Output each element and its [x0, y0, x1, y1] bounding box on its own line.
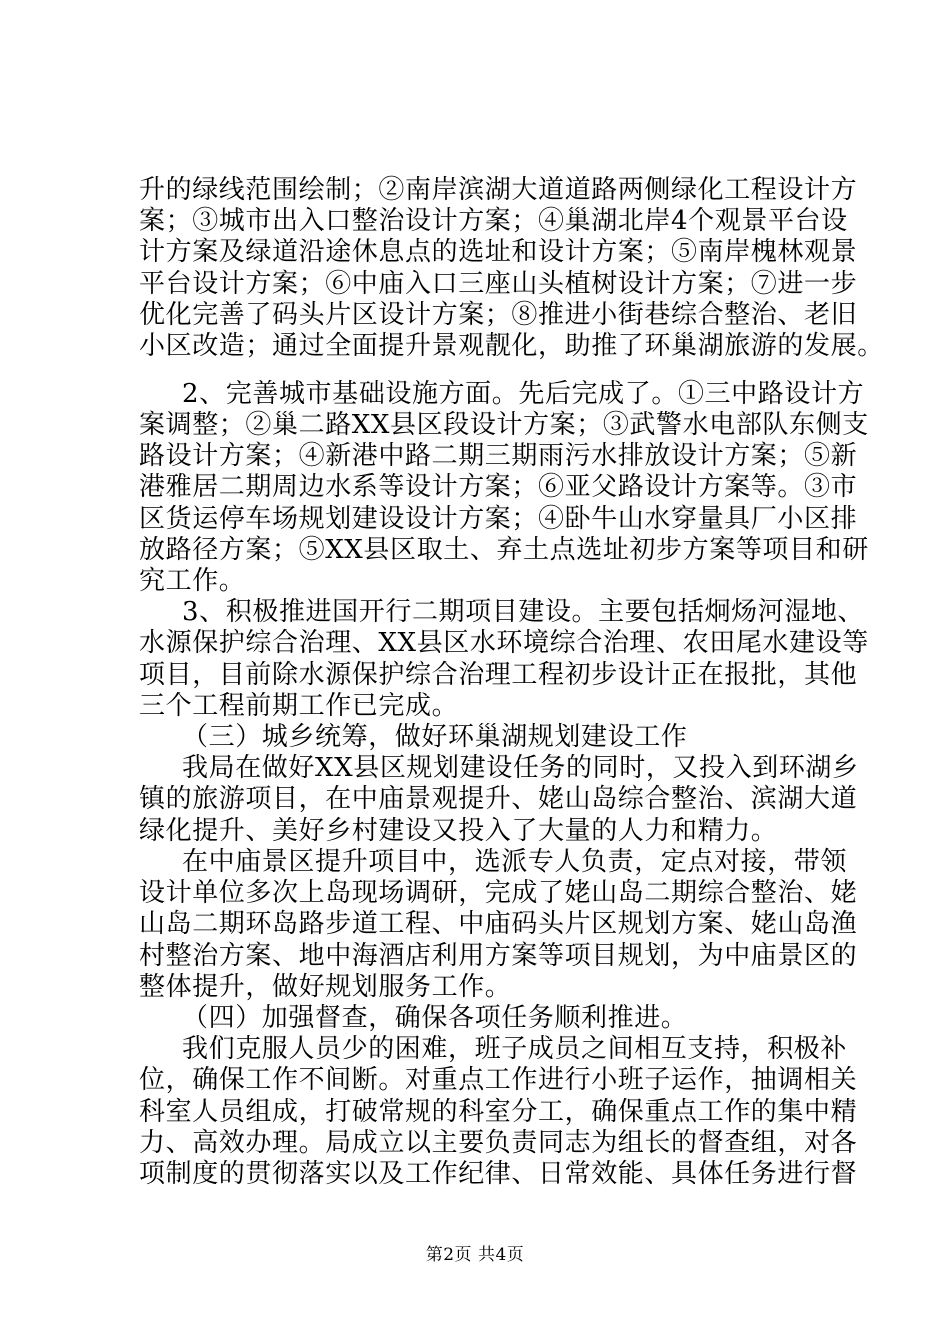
text-line: 村整治方案、地中海酒店利用方案等项目规划，为中庙景区的	[139, 940, 858, 971]
text-line: 路设计方案；④新港中路二期三期雨污水排放设计方案；⑤新	[139, 441, 858, 472]
text-line: 我局在做好XX县区规划建设任务的同时，又投入到环湖乡	[182, 753, 859, 784]
text-line: 在中庙景区提升项目中，选派专人负责，定点对接，带领	[182, 846, 848, 877]
text-line: 案；③城市出入口整治设计方案；④巢湖北岸4个观景平台设	[139, 206, 848, 237]
text-line: 镇的旅游项目，在中庙景观提升、姥山岛综合整治、滨湖大道	[139, 784, 858, 815]
text-line: 计方案及绿道沿途休息点的选址和设计方案；⑤南岸槐林观景	[139, 237, 858, 268]
text-line: 设计单位多次上岛现场调研，完成了姥山岛二期综合整治、姥	[139, 878, 858, 909]
section-heading: （四）加强督查，确保各项任务顺利推进。	[182, 1002, 688, 1033]
text-line: 放路径方案；⑤XX县区取土、弃土点选址初步方案等项目和研	[139, 534, 869, 565]
text-line: 水源保护综合治理、XX县区水环境综合治理、农田尾水建设等	[139, 628, 869, 659]
text-line: 整体提升，做好规划服务工作。	[139, 971, 512, 1002]
text-line: 项目，目前除水源保护综合治理工程初步设计正在报批，其他	[139, 659, 858, 690]
text-line: 升的绿线范围绘制；②南岸滨湖大道道路两侧绿化工程设计方	[139, 175, 858, 205]
text-line: 力、高效办理。局成立以主要负责同志为组长的督查组，对各	[139, 1127, 858, 1158]
text-line: 3、积极推进国开行二期项目建设。主要包括炯炀河湿地、	[182, 597, 865, 628]
text-line: 三个工程前期工作已完成。	[139, 690, 459, 721]
text-line: 案调整；②巢二路XX县区段设计方案；③武警水电部队东侧支	[139, 409, 869, 440]
text-line: 科室人员组成，打破常规的科室分工，确保重点工作的集中精	[139, 1096, 858, 1127]
text-line: 区货运停车场规划建设设计方案；④卧牛山水穿量具厂小区排	[139, 503, 858, 534]
page-number-footer: 第2页 共4页	[425, 1245, 525, 1265]
section-heading: （三）城乡统筹，做好环巢湖规划建设工作	[182, 722, 688, 753]
text-line: 我们克服人员少的困难，班子成员之间相互支持，积极补	[182, 1034, 848, 1065]
text-line: 项制度的贯彻落实以及工作纪律、日常效能、具体任务进行督	[139, 1159, 858, 1189]
text-line: 位，确保工作不间断。对重点工作进行小班子运作，抽调相关	[139, 1065, 858, 1096]
text-line: 港雅居二期周边水系等设计方案；⑥亚父路设计方案等。③市	[139, 472, 858, 503]
text-line: 绿化提升、美好乡村建设又投入了大量的人力和精力。	[139, 815, 778, 846]
text-line: 究工作。	[139, 565, 246, 596]
text-line: 小区改造；通过全面提升景观靓化，助推了环巢湖旅游的发展。	[139, 331, 884, 362]
text-line: 山岛二期环岛路步道工程、中庙码头片区规划方案、姥山岛渔	[139, 909, 858, 940]
text-line: 平台设计方案；⑥中庙入口三座山头植树设计方案；⑦进一步	[139, 268, 858, 299]
text-line: 优化完善了码头片区设计方案；⑧推进小街巷综合整治、老旧	[139, 299, 858, 330]
text-line: 2、完善城市基础设施方面。先后完成了。①三中路设计方	[182, 378, 865, 409]
